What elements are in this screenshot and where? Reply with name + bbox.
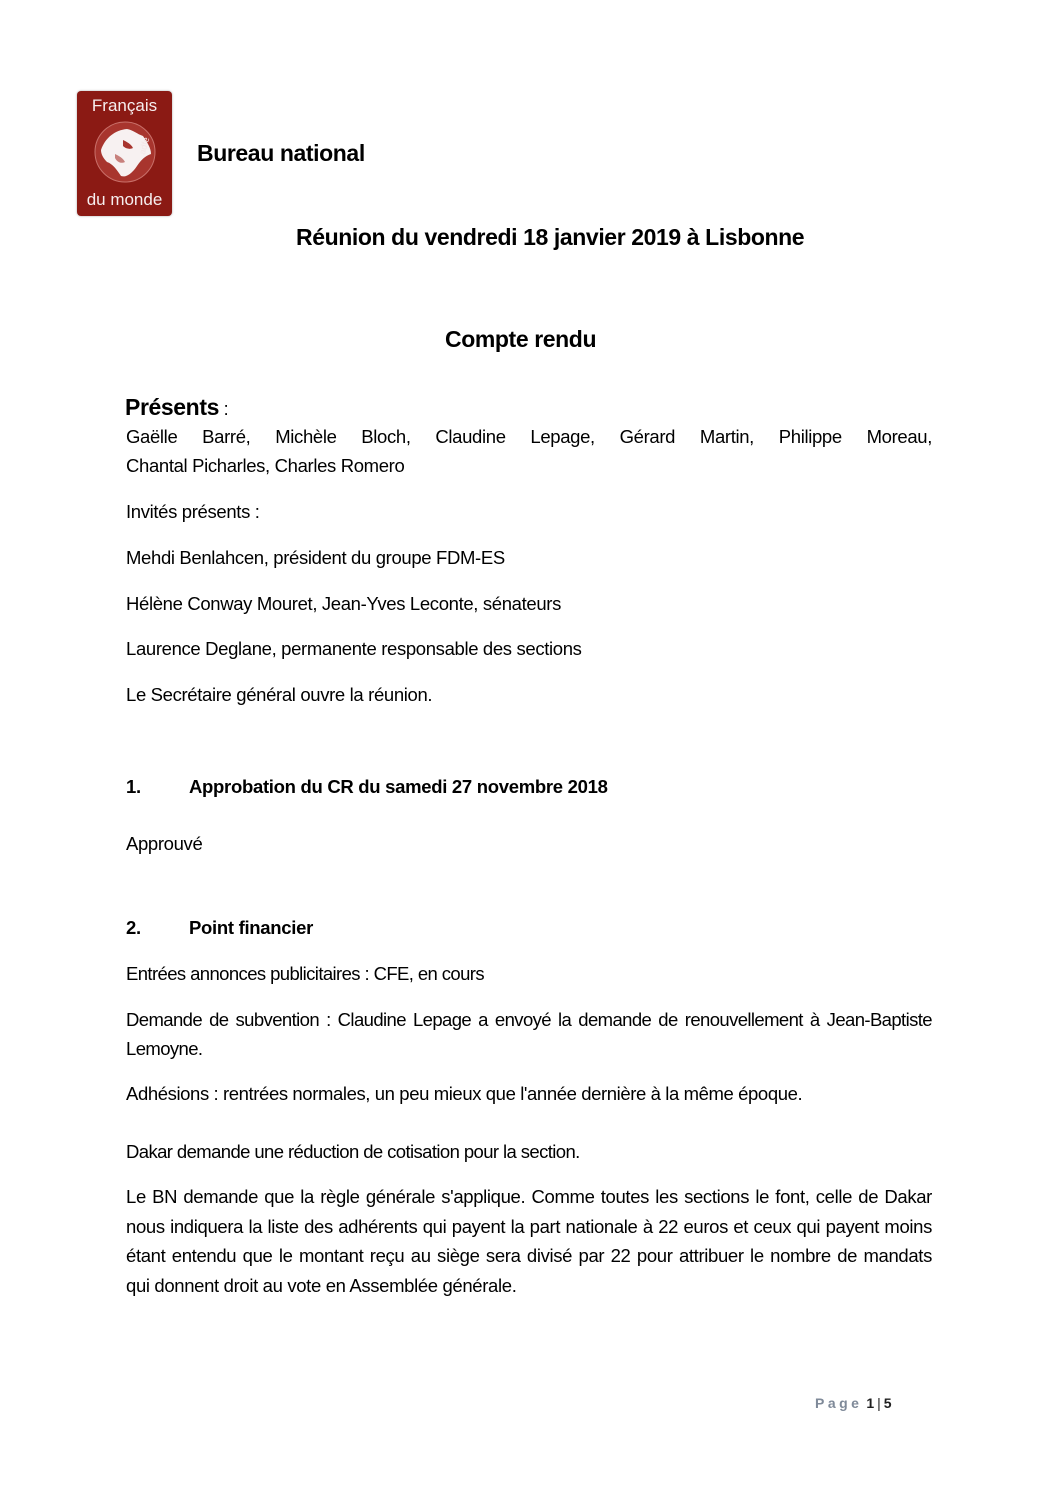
section-heading-1 — [126, 772, 932, 801]
page-footer — [815, 1395, 892, 1411]
section-number: 1. — [126, 776, 141, 797]
meeting-title: Réunion du vendredi 18 janvier 2019 à Lisbonne — [296, 224, 805, 250]
organization-logo — [77, 91, 172, 216]
presents-label: Présents — [125, 394, 219, 420]
total-pages: 5 — [883, 1395, 892, 1411]
logo-tag: adfe — [137, 136, 152, 156]
logo-text-top: Français — [91, 96, 158, 115]
guests-label: Invités présents : — [126, 501, 260, 522]
dakar-paragraph: Dakar demande une réduction de cotisation pour la section. — [126, 1141, 580, 1162]
section-heading-2 — [126, 913, 932, 942]
memberships-paragraph: Adhésions : rentrées normales, un peu mieux que l'année dernière à la même époque. — [126, 1083, 803, 1104]
section-number: 2. — [126, 917, 141, 938]
rule-paragraph: Le BN demande que la règle générale s'applique. Comme toutes les sections le font, celle de Dakar nous indiquera la liste des adhérents qui payent la part nationale à 22 euros et ceux qui payent moins étant entendu que le montant reçu au siège sera divisé par 22 pour attribuer le nombre de mandats qui donnent droit au vote en Assemblée générale. — [126, 1186, 932, 1296]
presents-heading — [125, 394, 228, 421]
document-type-title: Compte rendu — [445, 326, 597, 352]
subsidy-paragraph: Demande de subvention : Claudine Lepage a envoyé la demande de renouvellement à Jean-Baptiste Lemoyne. — [126, 1009, 932, 1059]
members-list — [126, 422, 932, 480]
guest-item: Laurence Deglane, permanente responsable des sections — [126, 638, 582, 659]
opening-statement: Le Secrétaire général ouvre la réunion. — [126, 684, 433, 705]
logo-text-bottom: du monde — [86, 190, 163, 209]
members-line-2: Chantal Picharles, Charles Romero — [126, 455, 405, 476]
current-page: 1 — [866, 1395, 875, 1411]
page-separator: | — [877, 1395, 881, 1411]
presents-colon: : — [218, 399, 229, 419]
section-title: Point financier — [189, 917, 313, 938]
org-unit-title: Bureau national — [197, 140, 365, 166]
section-title: Approbation du CR du samedi 27 novembre 2018 — [189, 776, 608, 797]
members-line-1: Gaëlle Barré, Michèle Bloch, Claudine Lepage, Gérard Martin, Philippe Moreau, — [126, 426, 932, 447]
guest-item: Hélène Conway Mouret, Jean-Yves Leconte, sénateurs — [126, 593, 561, 614]
ads-paragraph: Entrées annonces publicitaires : CFE, en cours — [126, 963, 485, 984]
page-label: Page — [815, 1395, 863, 1411]
section-1-body: Approuvé — [126, 833, 203, 854]
guest-item: Mehdi Benlahcen, président du groupe FDM-ES — [126, 547, 505, 568]
